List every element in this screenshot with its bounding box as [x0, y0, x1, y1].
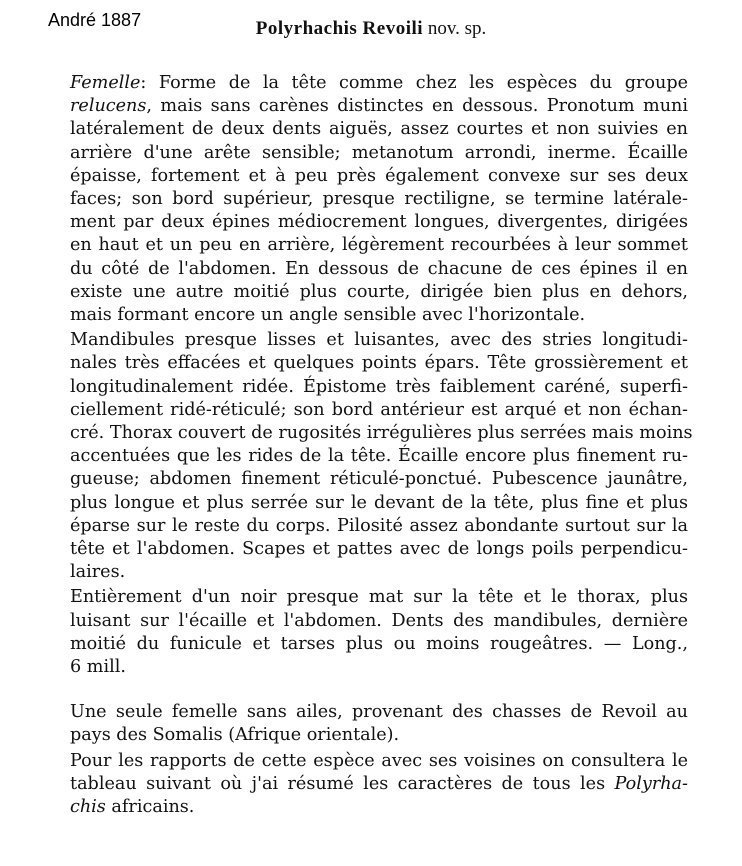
- paragraph: [70, 72, 688, 327]
- text-line: [70, 701, 688, 724]
- text-segment: nales très effacées et quelques points épars. Tête grossièrement et: [70, 353, 688, 374]
- text-line: [70, 281, 688, 304]
- text-line: [70, 445, 688, 468]
- italic-text: Femelle: [70, 73, 141, 93]
- text-line: [70, 258, 688, 281]
- text-segment: existe une autre moitié plus courte, dirigée bien plus en dehors,: [70, 281, 688, 302]
- text-line: [70, 376, 688, 399]
- species-name: Polyrhachis Revoili: [255, 18, 424, 39]
- text-line: [70, 515, 688, 538]
- paragraph: [70, 701, 688, 747]
- text-segment: luisant sur l'écaille et l'abdomen. Dents des mandibules, dernière: [70, 610, 688, 631]
- text-line: [70, 399, 688, 422]
- text-line: [70, 633, 688, 656]
- text-segment: Mandibules presque lisses et luisantes, avec des stries longitudi-: [70, 330, 688, 351]
- text-segment: , mais sans carènes distinctes en dessous. Pronotum muni: [146, 96, 688, 117]
- text-line: [70, 773, 688, 796]
- text-segment: latéralement de deux dents aiguës, assez courtes et non suivies en: [70, 119, 688, 140]
- text-segment: ciellement ridé-réticulé; son bord antérieur est arqué et non échan-: [70, 399, 688, 420]
- text-line: [70, 188, 688, 211]
- text-segment: en haut et un peu en arrière, légèrement recourbées à leur sommet: [70, 235, 688, 256]
- text-line: [70, 234, 688, 257]
- text-segment: épaisse, fortement et à peu près également convexe sur ses deux: [70, 165, 688, 186]
- text-line: [70, 724, 688, 747]
- text-segment: Entièrement d'un noir presque mat sur la tête et le thorax, plus: [70, 587, 688, 608]
- text-segment: tableau suivant où j'ai résumé les caractères de tous les: [70, 773, 615, 794]
- text-line: [70, 586, 688, 609]
- text-segment: Pour les rapports de cette espèce avec ses voisines on consultera le: [70, 750, 688, 771]
- text-segment: 6 mill.: [70, 657, 126, 678]
- text-line: [70, 118, 688, 141]
- text-segment: arrière d'une arête sensible; metanotum arrondi, inerme. Écaille: [70, 142, 688, 163]
- text-segment: pays des Somalis (Afrique orientale).: [70, 725, 400, 746]
- text-segment: longitudinalement ridée. Épistome très faiblement caréné, superfi-: [70, 376, 688, 397]
- text-line: [70, 165, 688, 188]
- text-segment: tête et l'abdomen. Scapes et pattes avec de longs poils perpendicu-: [70, 539, 688, 560]
- text-segment: moitié du funicule et tarses plus ou moins rougeâtres. — Long.,: [70, 633, 688, 654]
- paragraph: [70, 750, 688, 820]
- italic-text: Polyrha-: [614, 773, 688, 794]
- text-line: [70, 422, 693, 445]
- text-segment: éparse sur le reste du corps. Pilosité assez abondante surtout sur la: [70, 515, 688, 536]
- text-line: [70, 610, 688, 633]
- text-line: [70, 329, 688, 352]
- text-line: [70, 468, 688, 491]
- text-line: [70, 352, 688, 375]
- text-segment: cré. Thorax couvert de rugosités irrégulières plus serrées mais moins: [70, 423, 693, 444]
- text-segment: plus longue et plus serrée sur le devant de la tête, plus fine et plus: [70, 492, 688, 513]
- text-segment: du côté de l'abdomen. En dessous de chacune de ces épines il en: [70, 258, 688, 279]
- text-line: [70, 95, 688, 118]
- species-title: [0, 18, 742, 40]
- paragraph: [70, 586, 688, 679]
- text-segment: gueuse; abdomen finement réticulé-ponctué. Pubescence jaunâtre,: [70, 469, 688, 490]
- text-segment: accentuées que les rides de la tête. Écaille encore plus finement ru-: [70, 446, 688, 467]
- text-line: [70, 656, 688, 679]
- text-line: [70, 142, 688, 165]
- text-line: [70, 211, 688, 234]
- text-segment: laires.: [70, 562, 126, 583]
- text-segment: Une seule femelle sans ailes, provenant des chasses de Revoil au: [70, 702, 688, 723]
- author-year-stamp: André 1887: [48, 10, 142, 30]
- description-text: [70, 72, 693, 819]
- text-line: [70, 72, 688, 95]
- text-line: [70, 492, 688, 515]
- text-segment: faces; son bord supérieur, presque rectiligne, se termine latérale-: [70, 189, 688, 210]
- text-line: [70, 561, 688, 584]
- text-segment: africains.: [105, 797, 195, 818]
- italic-text: relucens: [70, 96, 147, 117]
- text-line: [70, 796, 688, 819]
- text-line: [70, 750, 688, 773]
- italic-text: chis: [70, 797, 106, 818]
- species-status: nov. sp.: [423, 18, 487, 39]
- text-segment: mais formant encore un angle sensible avec l'horizontale.: [70, 305, 586, 326]
- paragraph: [70, 329, 693, 584]
- text-segment: : Forme de la tête comme chez les espèces du groupe: [140, 73, 688, 93]
- text-line: [70, 538, 688, 561]
- text-line: [70, 304, 688, 327]
- text-segment: ment par deux épines médiocrement longues, divergentes, dirigées: [70, 212, 688, 233]
